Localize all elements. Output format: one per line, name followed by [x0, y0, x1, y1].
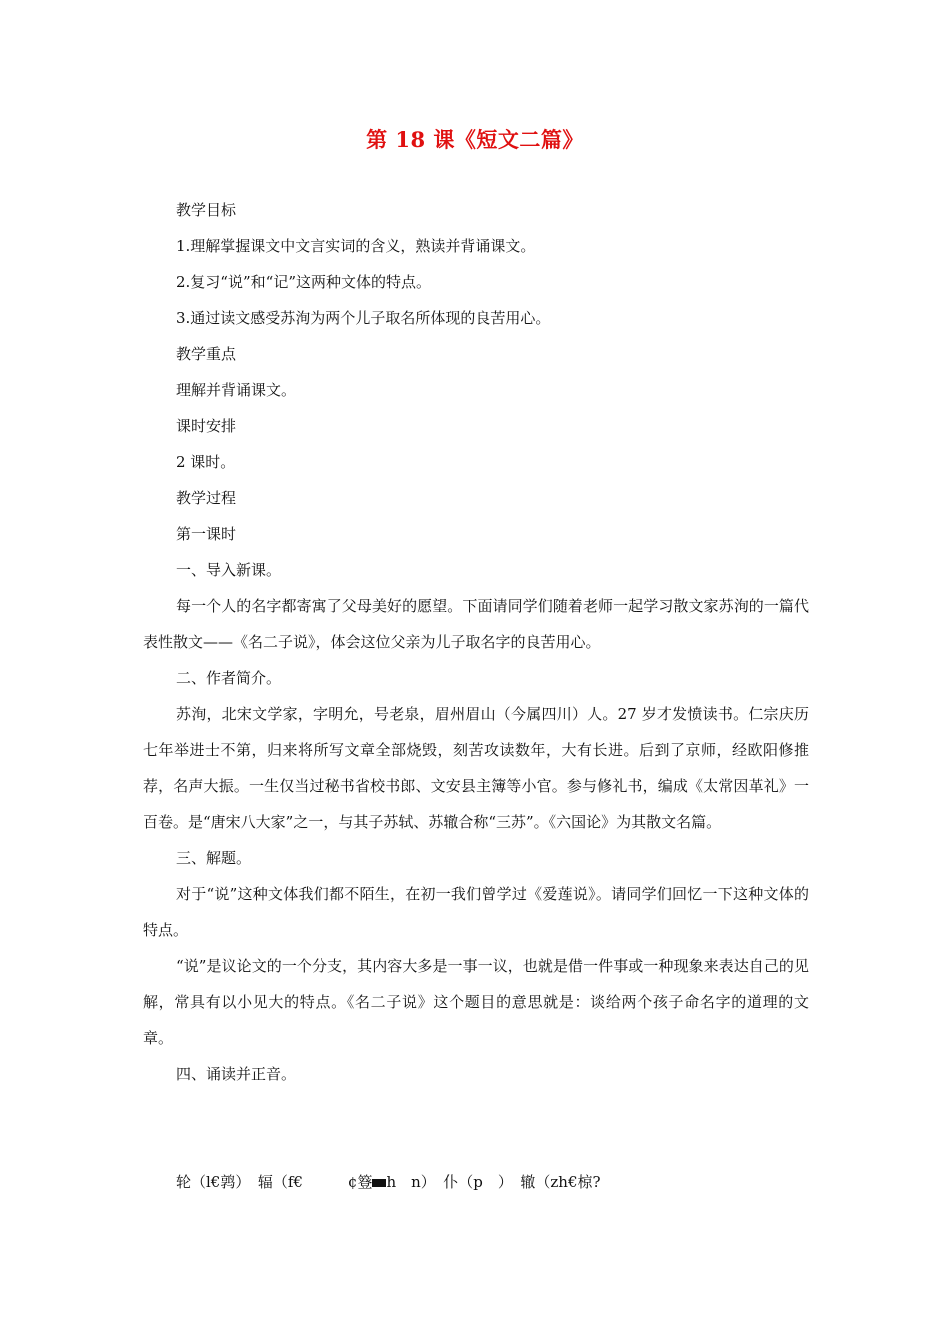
paragraph: 2.复习“说”和“记”这两种文体的特点。 [176, 273, 431, 291]
paragraph: “说”是议论文的一个分支，其内容大多是一事一议，也就是借一件事或一种现象来表达自己的见解，常具有以小见大的特点。《名二子说》这个题目的意思就是：谈给两个孩子命名字的道理的文章。 [143, 957, 809, 1047]
section-heading: 四、诵读并正音。 [176, 1065, 297, 1083]
pinyin-text-2: h n） 仆（p ） 辙（zh€椋? [386, 1173, 601, 1191]
garbled-block [372, 1179, 386, 1187]
heading-teaching-goals: 教学目标 [176, 201, 237, 219]
document-body [143, 192, 809, 1092]
heading-schedule: 课时安排 [176, 417, 237, 435]
section-heading: 三、解题。 [176, 849, 252, 867]
paragraph: 2 课时。 [176, 453, 236, 471]
paragraph: 苏洵，北宋文学家，字明允，号老泉，眉州眉山（今属四川）人。27 岁才发愤读书。仁宗庆历七年举进士不第，归来将所写文章全部烧毁，刻苦攻读数年，大有长进。后到了京师，经欧阳修推荐，名声大振。一生仅当过秘书省校书郎、文安县主簿等小官。参与修礼书，编成《太常因革礼》一百卷。是“唐宋八大家”之一，与其子苏轼、苏辙合称“三苏”。《六国论》为其散文名篇。 [143, 705, 809, 831]
heading-teaching-process: 教学过程 [176, 489, 237, 507]
heading-teaching-focus: 教学重点 [176, 345, 237, 363]
paragraph: 每一个人的名字都寄寓了父母美好的愿望。下面请同学们随着老师一起学习散文家苏洵的一篇代表性散文——《名二子说》，体会这位父亲为儿子取名字的良苦用心。 [143, 597, 809, 651]
pinyin-text-1: 轮（l€鹑） 辐（f€ ¢簦 [176, 1173, 373, 1191]
heading-first-lesson: 第一课时 [176, 525, 237, 543]
section-heading: 一、导入新课。 [176, 561, 282, 579]
paragraph: 理解并背诵课文。 [176, 381, 297, 399]
paragraph: 对于“说”这种文体我们都不陌生，在初一我们曾学过《爱莲说》。请同学们回忆一下这种文体的特点。 [143, 885, 809, 939]
page-title: 第 18 课《短文二篇》 [366, 127, 584, 152]
paragraph: 3.通过读文感受苏洵为两个儿子取名所体现的良苦用心。 [176, 309, 551, 327]
pinyin-line [176, 1167, 796, 1197]
section-heading: 二、作者简介。 [176, 669, 282, 687]
paragraph: 1.理解掌握课文中文言实词的含义，熟读并背诵课文。 [176, 237, 536, 255]
